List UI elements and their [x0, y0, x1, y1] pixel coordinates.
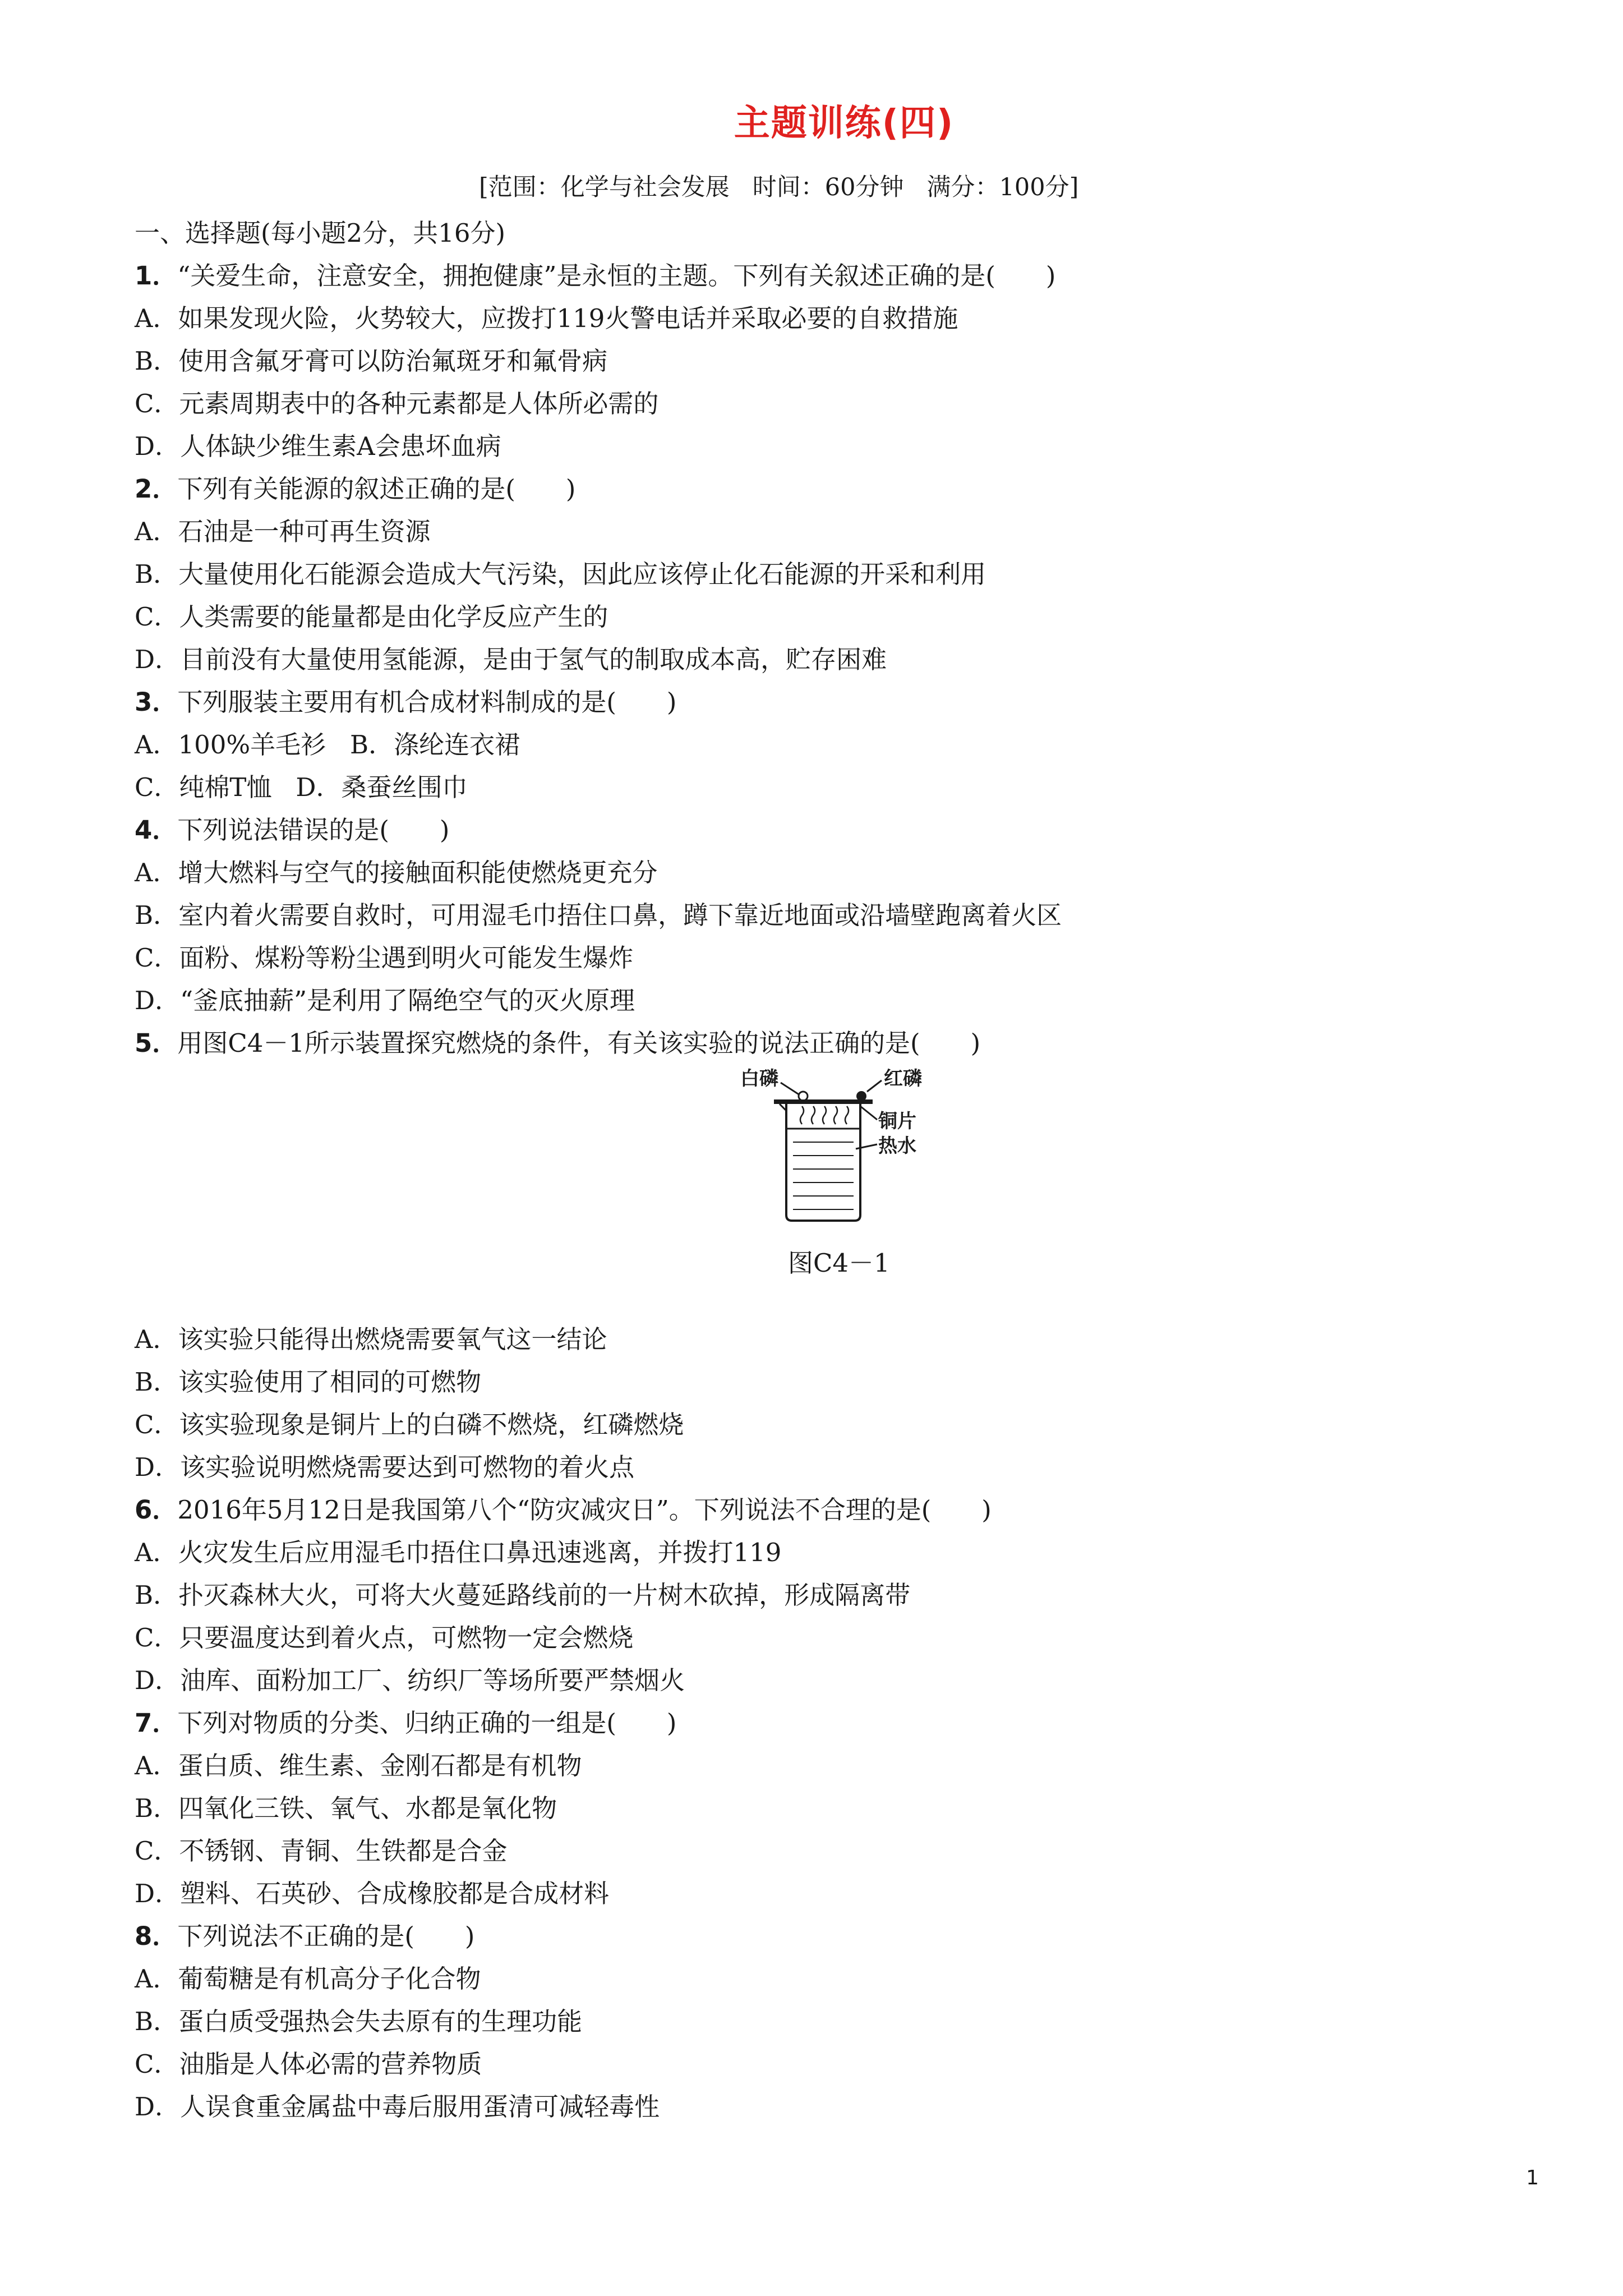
question-5-stem — [135, 1030, 980, 1056]
question-text: 下列有关能源的叙述正确的是( ) — [177, 474, 576, 504]
question-7-stem — [135, 1710, 676, 1736]
white-phosphorus — [799, 1092, 808, 1101]
question-8-option-a: A．葡萄糖是有机高分子化合物 — [135, 1964, 481, 1994]
question-text: 下列说法不正确的是( ) — [177, 1921, 475, 1951]
question-number: 4． — [135, 815, 178, 845]
water-hatching — [793, 1142, 854, 1209]
question-number: 6． — [135, 1495, 178, 1525]
question-4-option-d: D．“釜底抽薪”是利用了隔绝空气的灭火原理 — [135, 986, 635, 1015]
white-phosphorus-label: 白磷 — [740, 1068, 778, 1090]
question-5-option-d: D．该实验说明燃烧需要达到可燃物的着火点 — [135, 1452, 635, 1482]
question-8-option-c: C．油脂是人体必需的营养物质 — [135, 2049, 482, 2079]
exam-scope: [范围：化学与社会发展 时间：60分钟 满分：100分] — [479, 173, 1079, 201]
question-text: 下列说法错误的是( ) — [177, 815, 450, 845]
question-number: 1． — [135, 261, 178, 291]
question-2-stem — [135, 474, 576, 504]
copper-plate-label: 铜片 — [878, 1110, 916, 1133]
leader-line — [856, 1144, 877, 1149]
question-6-option-c: C．只要温度达到着火点，可燃物一定会燃烧 — [135, 1623, 634, 1653]
question-number: 8． — [135, 1921, 178, 1951]
question-5-option-b: B．该实验使用了相同的可燃物 — [135, 1367, 482, 1397]
question-number: 5． — [135, 1028, 178, 1058]
question-4-option-b: B．室内着火需要自救时，可用湿毛巾捂住口鼻，蹲下靠近地面或沿墙壁跑离着火区 — [135, 900, 1062, 930]
leader-line — [860, 1106, 877, 1120]
question-text: 2016年5月12日是我国第八个“防灾减灾日”。下列说法不合理的是( ) — [177, 1495, 992, 1525]
question-1-option-b: B．使用含氟牙膏可以防治氟斑牙和氟骨病 — [135, 346, 608, 376]
steam-icon — [800, 1106, 849, 1124]
question-5-option-a: A．该实验只能得出燃烧需要氧气这一结论 — [135, 1324, 607, 1354]
question-7-option-b: B．四氧化三铁、氧气、水都是氧化物 — [135, 1793, 557, 1823]
question-4-stem — [135, 817, 449, 843]
question-2-option-c: C．人类需要的能量都是由化学反应产生的 — [135, 602, 608, 632]
question-text: 下列对物质的分类、归纳正确的一组是( ) — [177, 1708, 677, 1738]
question-1-option-d: D．人体缺少维生素A会患坏血病 — [135, 431, 501, 461]
leader-line — [867, 1080, 882, 1092]
hot-water-label: 热水 — [878, 1135, 916, 1157]
question-7-option-a: A．蛋白质、维生素、金刚石都是有机物 — [135, 1751, 582, 1780]
red-phosphorus-label: 红磷 — [884, 1068, 922, 1090]
question-4-option-a: A．增大燃料与空气的接触面积能使燃烧更充分 — [135, 858, 658, 887]
figure-caption: 图C4－1 — [788, 1248, 890, 1278]
combustion-apparatus-figure — [740, 1066, 953, 1234]
question-4-option-c: C．面粉、煤粉等粉尘遇到明火可能发生爆炸 — [135, 943, 634, 973]
question-7-option-c: C．不锈钢、青铜、生铁都是合金 — [135, 1836, 508, 1866]
question-6-stem — [135, 1495, 992, 1525]
question-8-stem — [135, 1921, 475, 1951]
question-1-stem — [135, 261, 1056, 291]
question-number: 7． — [135, 1708, 178, 1738]
question-3-options-ab: A．100%羊毛衫 B．涤纶连衣裙 — [135, 730, 520, 760]
question-6-option-b: B．扑灭森林大火，可将大火蔓延路线前的一片树木砍掉，形成隔离带 — [135, 1580, 911, 1610]
question-text: 下列服装主要用有机合成材料制成的是( ) — [177, 687, 677, 717]
question-8-option-d: D．人误食重金属盐中毒后服用蛋清可减轻毒性 — [135, 2092, 660, 2122]
leader-line — [781, 1083, 800, 1095]
question-2-option-b: B．大量使用化石能源会造成大气污染，因此应该停止化石能源的开采和利用 — [135, 559, 986, 589]
question-number: 3． — [135, 687, 178, 717]
question-6-option-a: A．火灾发生后应用湿毛巾捂住口鼻迅速逃离，并拨打119 — [135, 1538, 782, 1567]
page-number: 1 — [1526, 2166, 1539, 2189]
question-1-option-c: C．元素周期表中的各种元素都是人体所必需的 — [135, 389, 659, 418]
question-5-option-c: C．该实验现象是铜片上的白磷不燃烧，红磷燃烧 — [135, 1410, 684, 1439]
question-1-option-a: A．如果发现火险，火势较大，应拨打119火警电话并采取必要的自救措施 — [135, 303, 958, 333]
page-title: 主题训练(四) — [734, 103, 955, 144]
question-2-option-d: D．目前没有大量使用氢能源，是由于氢气的制取成本高，贮存困难 — [135, 645, 887, 674]
question-6-option-d: D．油库、面粉加工厂、纺织厂等场所要严禁烟火 — [135, 1665, 685, 1695]
question-3-options-cd: C．纯棉T恤 D．桑蚕丝围巾 — [135, 772, 468, 802]
question-7-option-d: D．塑料、石英砂、合成橡胶都是合成材料 — [135, 1879, 610, 1908]
section-heading: 一、选择题(每小题2分，共16分) — [135, 218, 506, 248]
question-3-stem — [135, 689, 676, 715]
question-2-option-a: A．石油是一种可再生资源 — [135, 517, 431, 546]
question-8-option-b: B．蛋白质受强热会失去原有的生理功能 — [135, 2007, 583, 2036]
copper-plate — [774, 1099, 873, 1104]
question-text: “关爱生命，注意安全，拥抱健康”是永恒的主题。下列有关叙述正确的是( ) — [177, 261, 1056, 291]
question-number: 2． — [135, 474, 178, 504]
question-text: 用图C4－1所示装置探究燃烧的条件，有关该实验的说法正确的是( ) — [177, 1028, 981, 1058]
